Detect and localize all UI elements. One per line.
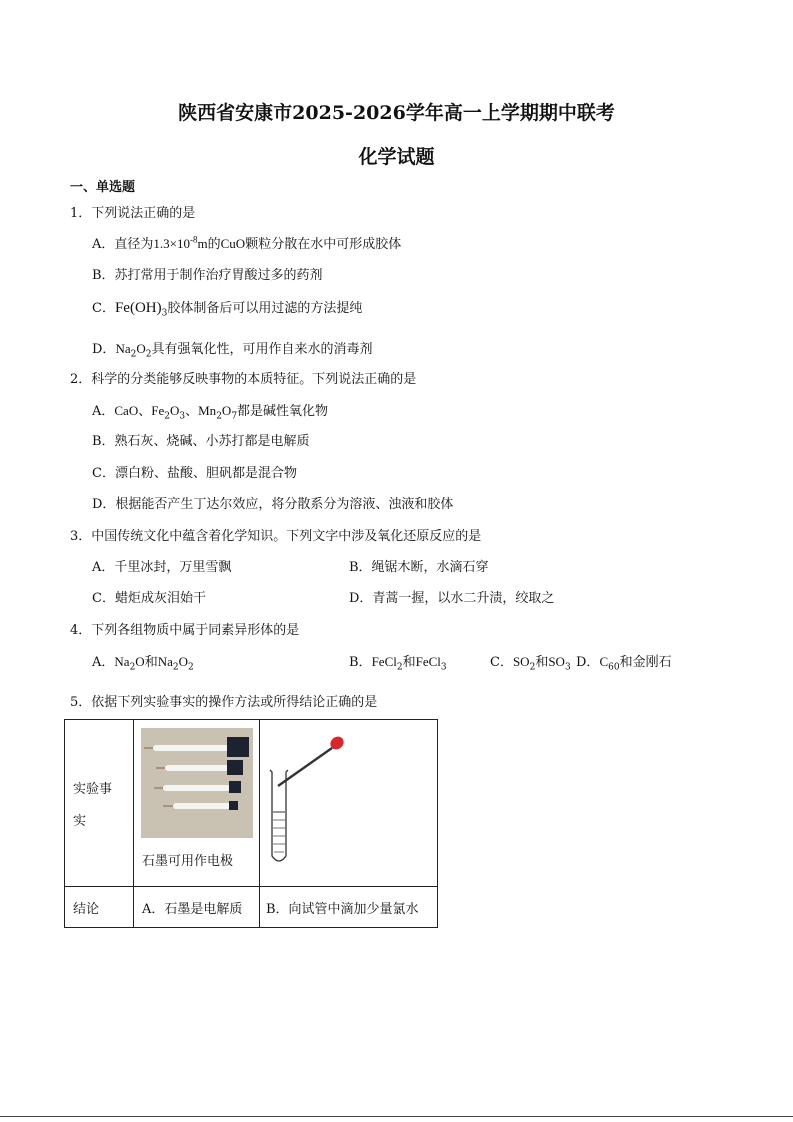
q1-option-d: D．$Na_2O_2$具有强氧化性，可用作自来水的消毒剂 bbox=[92, 341, 373, 360]
conclusion-b: B．向试管中滴加少量氯水 bbox=[266, 901, 419, 917]
table-row bbox=[65, 887, 438, 928]
q3-option-a: A．千里冰封，万里雪飘 bbox=[92, 560, 232, 575]
experiment-table bbox=[64, 719, 438, 928]
electrode-plate-4 bbox=[229, 801, 238, 810]
q2-option-d: D．根据能否产生丁达尔效应，将分散系分为溶液、浊液和胶体 bbox=[92, 497, 454, 512]
q4-option-a: A．$Na_2O$和$Na_2O_2$ bbox=[92, 654, 194, 673]
dropper-test-tube-diagram bbox=[260, 720, 437, 886]
conclusion-a-cell bbox=[134, 887, 260, 928]
q1-formula-size: $1.3\times 10^{-8}m$ bbox=[153, 234, 208, 251]
electrode-plate-3 bbox=[229, 781, 241, 793]
exam-subtitle: 化学试题 bbox=[358, 146, 435, 168]
dropper-tube-highlight bbox=[279, 750, 333, 788]
q2-option-c: C．漂白粉、盐酸、胆矾都是混合物 bbox=[92, 466, 297, 481]
dropper-diagram-cell bbox=[260, 720, 438, 887]
q4-option-d: D．$C_{60}$和金刚石 bbox=[576, 654, 672, 673]
q3-option-b: B．绳锯木断，水滴石穿 bbox=[349, 560, 489, 575]
electrode-rod-4 bbox=[173, 803, 231, 809]
q3-stem: 3．中国传统文化中蕴含着化学知识。下列文字中涉及氧化还原反应的是 bbox=[70, 529, 482, 544]
row1-label: 实验事实 bbox=[73, 782, 113, 829]
electrode-rod-1 bbox=[153, 745, 233, 751]
electrode-rod-2 bbox=[165, 765, 231, 771]
q2-option-a: A．CaO、$Fe_2O_3$、$Mn_2O_7$都是碱性氧化物 bbox=[92, 403, 329, 422]
q1-formula-cuo: CuO bbox=[220, 236, 246, 251]
q4-stem: 4．下列各组物质中属于同素异形体的是 bbox=[70, 623, 300, 638]
row2-label: 结论 bbox=[73, 901, 100, 917]
q2-option-b: B．熟石灰、烧碱、小苏打都是电解质 bbox=[92, 434, 310, 449]
electrode-rod-3 bbox=[163, 785, 231, 791]
graphite-electrode-photo bbox=[141, 728, 253, 838]
exam-title: 陕西省安康市2025-2026学年高一上学期期中联考 bbox=[178, 102, 615, 124]
electrode-plate-2 bbox=[227, 760, 243, 775]
q4-option-b: B．FeCl$_2$和FeCl$_3$ bbox=[349, 654, 447, 673]
conclusion-b-cell bbox=[260, 887, 438, 928]
row1-label-cell bbox=[65, 720, 134, 887]
q1-option-a: A．直径为$1.3\times 10^{-8}m$的CuO颗粒分散在水中可形成胶体 bbox=[92, 234, 402, 252]
q1-option-b: B．苏打常用于制作治疗胃酸过多的药剂 bbox=[92, 268, 323, 283]
q1-stem: 1．下列说法正确的是 bbox=[70, 206, 196, 221]
q3-option-d: D．青蒿一握，以水二升渍，绞取之 bbox=[349, 591, 555, 606]
q1-option-c: C．$Fe(OH)_3$胶体制备后可以用过滤的方法提纯 bbox=[92, 300, 363, 319]
graphite-caption: 石墨可用作电极 bbox=[142, 854, 234, 869]
q3-option-c: C．蜡炬成灰泪始干 bbox=[92, 591, 206, 606]
page-footer-rule bbox=[0, 1116, 793, 1117]
graphite-photo-cell bbox=[134, 720, 260, 887]
section-heading: 一、单选题 bbox=[70, 180, 136, 195]
table-row bbox=[65, 720, 438, 887]
q5-stem: 5．依据下列实验事实的操作方法或所得结论正确的是 bbox=[70, 695, 378, 710]
q4-option-c: C．$SO_2$和$SO_3$ bbox=[490, 654, 571, 673]
electrode-plate-1 bbox=[227, 737, 249, 757]
q2-stem: 2．科学的分类能够反映事物的本质特征。下列说法正确的是 bbox=[70, 372, 417, 387]
row2-label-cell bbox=[65, 887, 134, 928]
conclusion-a: A．石墨是电解质 bbox=[142, 901, 243, 917]
